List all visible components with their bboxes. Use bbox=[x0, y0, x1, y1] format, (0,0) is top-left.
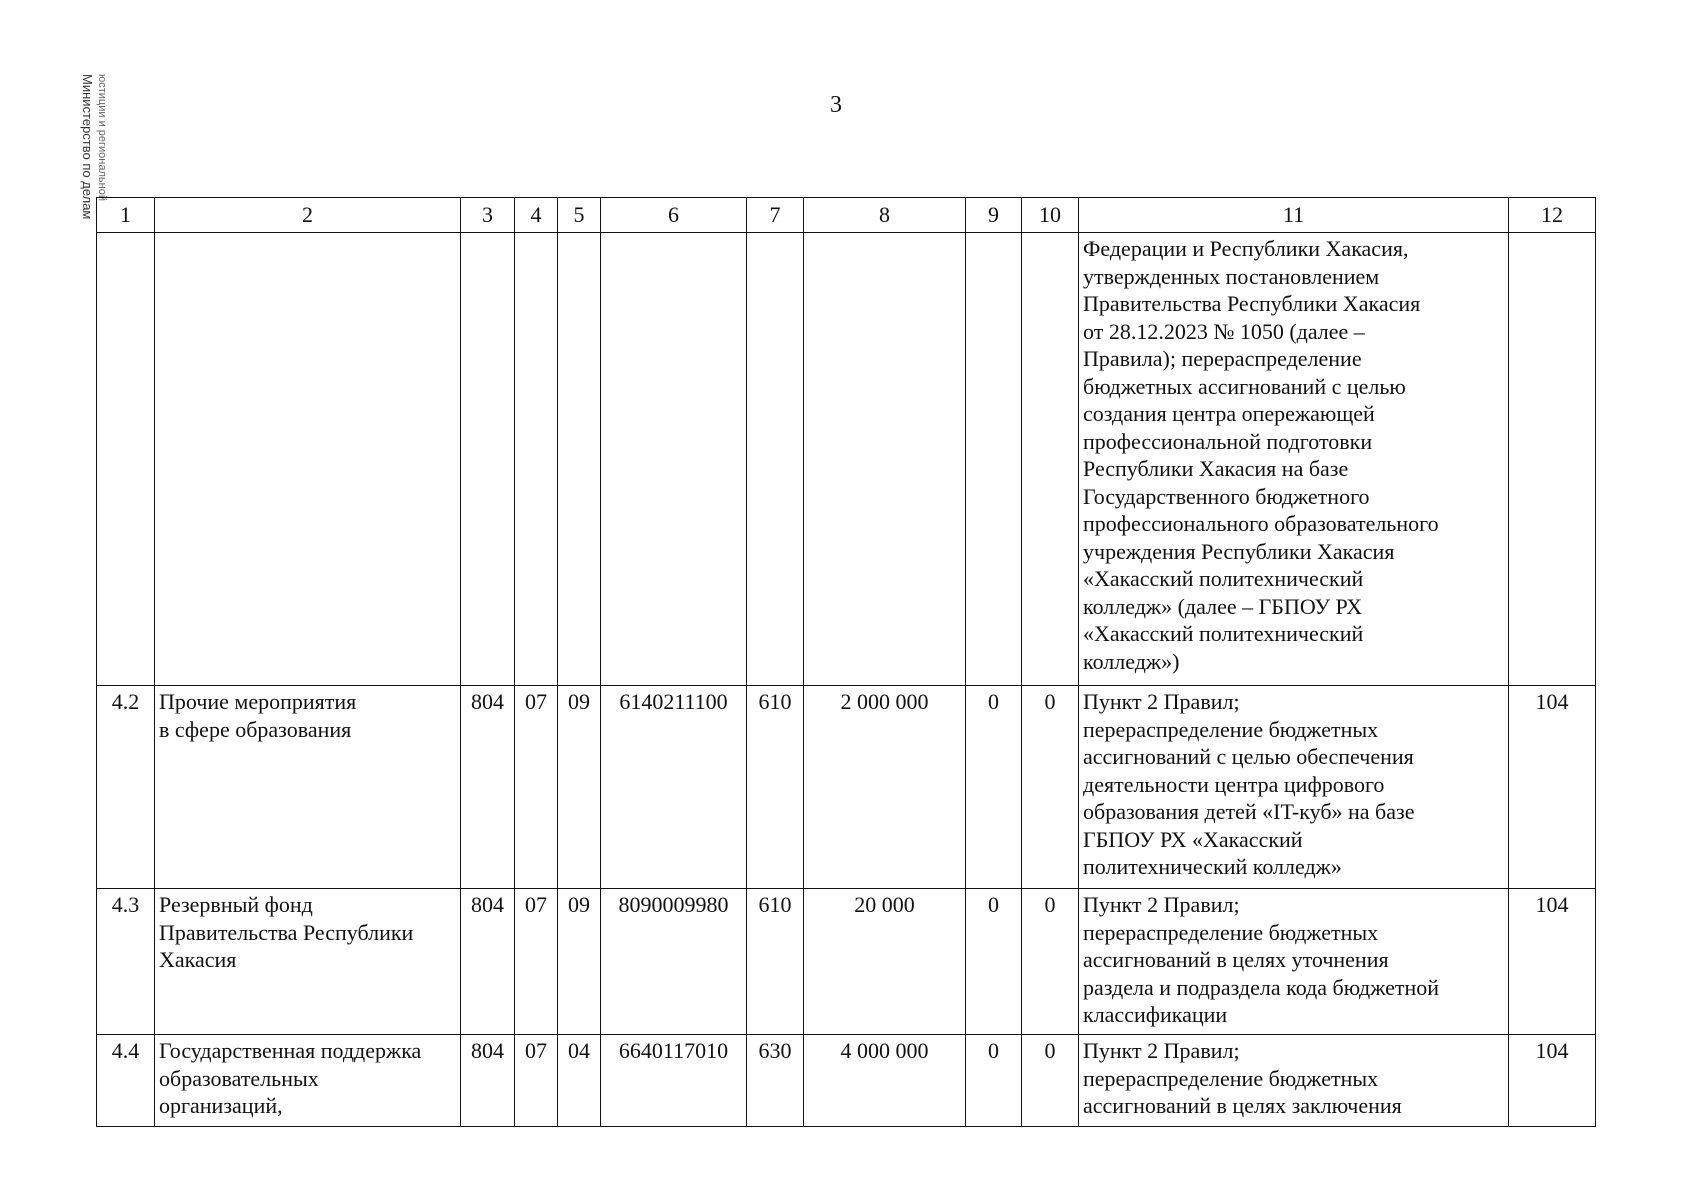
page-number: 3 bbox=[830, 92, 842, 118]
cell-justification: Пункт 2 Правил; перераспределение бюджетных ассигнований с целью обеспечения деятельности центра цифрового образования детей «IT-куб» на базе ГБПОУ РХ «Хакасский политехнический колледж» bbox=[1079, 686, 1509, 889]
cell-code-12: 104 bbox=[1509, 1035, 1596, 1127]
table-row-continuation bbox=[97, 233, 1596, 686]
cell-code-6: 8090009980 bbox=[601, 889, 747, 1035]
cell-amount-10: 0 bbox=[1022, 1035, 1079, 1127]
cell-code-7: 610 bbox=[747, 889, 804, 1035]
cell-code-12: 104 bbox=[1509, 889, 1596, 1035]
column-header: 9 bbox=[966, 198, 1022, 233]
table-row bbox=[97, 686, 1596, 889]
cell-amount-9: 0 bbox=[966, 889, 1022, 1035]
table-row bbox=[97, 1035, 1596, 1127]
cell-empty bbox=[804, 233, 966, 686]
cell-name: Государственная поддержка образовательных организаций, bbox=[155, 1035, 461, 1127]
cell-empty bbox=[1022, 233, 1079, 686]
column-header: 8 bbox=[804, 198, 966, 233]
cell-empty bbox=[558, 233, 601, 686]
cell-code-3: 804 bbox=[461, 686, 515, 889]
cell-code-3: 804 bbox=[461, 1035, 515, 1127]
cell-number: 4.3 bbox=[97, 889, 155, 1035]
cell-number: 4.2 bbox=[97, 686, 155, 889]
column-header: 7 bbox=[747, 198, 804, 233]
column-header: 6 bbox=[601, 198, 747, 233]
cell-code-12: 104 bbox=[1509, 686, 1596, 889]
cell-number: 4.4 bbox=[97, 1035, 155, 1127]
column-header: 10 bbox=[1022, 198, 1079, 233]
cell-empty bbox=[966, 233, 1022, 686]
column-header: 2 bbox=[155, 198, 461, 233]
cell-code-3: 804 bbox=[461, 889, 515, 1035]
cell-amount-9: 0 bbox=[966, 1035, 1022, 1127]
column-header: 4 bbox=[515, 198, 558, 233]
column-header: 5 bbox=[558, 198, 601, 233]
column-header: 11 bbox=[1079, 198, 1509, 233]
cell-empty bbox=[461, 233, 515, 686]
cell-amount-9: 0 bbox=[966, 686, 1022, 889]
cell-empty bbox=[155, 233, 461, 686]
cell-code-6: 6640117010 bbox=[601, 1035, 747, 1127]
cell-empty bbox=[747, 233, 804, 686]
cell-amount-10: 0 bbox=[1022, 686, 1079, 889]
cell-justification: Федерации и Республики Хакасия, утвержденных постановлением Правительства Республики Хакасия от 28.12.2023 № 1050 (далее – Правила); перераспределение бюджетных ассигнований с целью создания центра опережающей профессиональной подготовки Республики Хакасия на базе Государственного бюджетного профессионального образовательного учреждения Республики Хакасия «Хакасский политехнический колледж» (далее – ГБПОУ РХ «Хакасский политехнический колледж») bbox=[1079, 233, 1509, 686]
table-header bbox=[97, 198, 1596, 233]
cell-code-4: 07 bbox=[515, 1035, 558, 1127]
registration-stamp bbox=[34, 34, 108, 242]
cell-empty bbox=[97, 233, 155, 686]
cell-code-4: 07 bbox=[515, 686, 558, 889]
cell-name: Резервный фонд Правительства Республики Хакасия bbox=[155, 889, 461, 1035]
cell-empty bbox=[515, 233, 558, 686]
cell-code-7: 610 bbox=[747, 686, 804, 889]
budget-table bbox=[96, 197, 1596, 1127]
cell-code-7: 630 bbox=[747, 1035, 804, 1127]
cell-amount: 4 000 000 bbox=[804, 1035, 966, 1127]
column-header: 12 bbox=[1509, 198, 1596, 233]
cell-code-5: 09 bbox=[558, 889, 601, 1035]
column-header: 3 bbox=[461, 198, 515, 233]
cell-justification: Пункт 2 Правил; перераспределение бюджетных ассигнований в целях заключения bbox=[1079, 1035, 1509, 1127]
cell-amount: 2 000 000 bbox=[804, 686, 966, 889]
cell-code-6: 6140211100 bbox=[601, 686, 747, 889]
table-row bbox=[97, 889, 1596, 1035]
column-header: 1 bbox=[97, 198, 155, 233]
header-row bbox=[97, 198, 1596, 233]
cell-justification: Пункт 2 Правил; перераспределение бюджетных ассигнований в целях уточнения раздела и подраздела кода бюджетной классификации bbox=[1079, 889, 1509, 1035]
stamp-line-1: Министерство по делам bbox=[80, 74, 95, 220]
cell-code-5: 04 bbox=[558, 1035, 601, 1127]
cell-empty bbox=[601, 233, 747, 686]
cell-name: Прочие мероприятия в сфере образования bbox=[155, 686, 461, 889]
cell-empty bbox=[1509, 233, 1596, 686]
cell-amount: 20 000 bbox=[804, 889, 966, 1035]
cell-code-5: 09 bbox=[558, 686, 601, 889]
stamp-line-2: юстиции и региональной bbox=[96, 74, 108, 201]
cell-code-4: 07 bbox=[515, 889, 558, 1035]
cell-amount-10: 0 bbox=[1022, 889, 1079, 1035]
